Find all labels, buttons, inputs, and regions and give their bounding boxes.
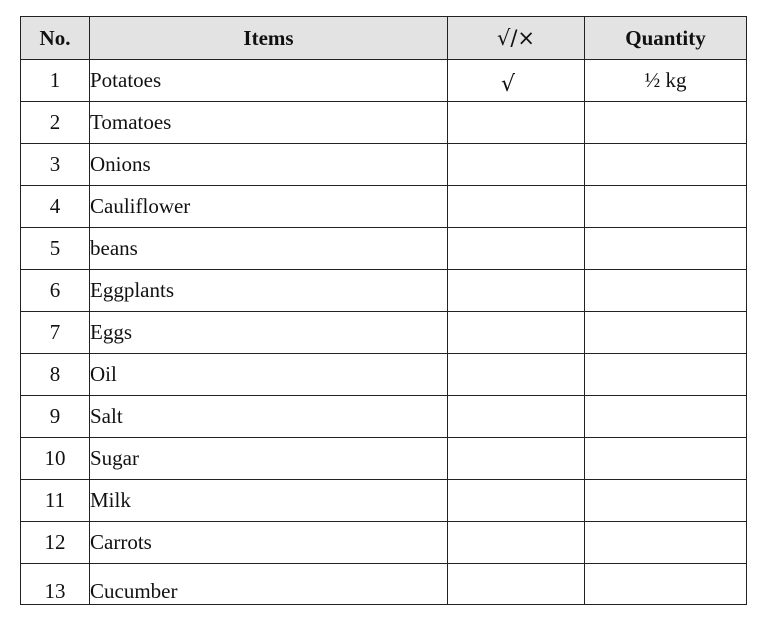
- quantity-cell: [585, 438, 747, 480]
- quantity-cell: [585, 354, 747, 396]
- check-cell: [448, 102, 585, 144]
- check-cell: [448, 564, 585, 605]
- header-items: Items: [90, 17, 448, 60]
- check-cell: [448, 312, 585, 354]
- row-number-cell: 5: [21, 228, 90, 270]
- row-number-cell: 1: [21, 60, 90, 102]
- item-name-cell: Milk: [90, 480, 448, 522]
- row-number-cell: 2: [21, 102, 90, 144]
- header-check-cross: [448, 17, 585, 60]
- table-row: [21, 60, 747, 102]
- table-row: [21, 228, 747, 270]
- row-number-cell: 3: [21, 144, 90, 186]
- quantity-cell: [585, 228, 747, 270]
- shopping-list-sheet: [20, 16, 746, 605]
- quantity-cell: [585, 396, 747, 438]
- check-cell: [448, 522, 585, 564]
- table-row: [21, 438, 747, 480]
- item-name-cell: Potatoes: [90, 60, 448, 102]
- quantity-cell: [585, 522, 747, 564]
- table-row: [21, 312, 747, 354]
- check-cell: [448, 396, 585, 438]
- table-row: [21, 186, 747, 228]
- item-name-cell: Cauliflower: [90, 186, 448, 228]
- check-cell: [448, 270, 585, 312]
- item-name-cell: Tomatoes: [90, 102, 448, 144]
- item-name-cell: Eggs: [90, 312, 448, 354]
- row-number-cell: 7: [21, 312, 90, 354]
- row-number-cell: 13: [21, 564, 90, 605]
- quantity-cell: [585, 312, 747, 354]
- table-row: [21, 480, 747, 522]
- row-number-cell: 9: [21, 396, 90, 438]
- row-number-cell: 12: [21, 522, 90, 564]
- check-cell: [448, 480, 585, 522]
- item-name-cell: Cucumber: [90, 564, 448, 605]
- row-number-cell: 10: [21, 438, 90, 480]
- table-header-row: [21, 17, 747, 60]
- item-name-cell: beans: [90, 228, 448, 270]
- table-row: [21, 564, 747, 605]
- item-name-cell: Salt: [90, 396, 448, 438]
- table-row: [21, 144, 747, 186]
- check-cell: [448, 354, 585, 396]
- check-cell: [448, 186, 585, 228]
- item-name-cell: Oil: [90, 354, 448, 396]
- table-row: [21, 270, 747, 312]
- quantity-cell: [585, 186, 747, 228]
- check-cell: [448, 60, 585, 102]
- row-number-cell: 8: [21, 354, 90, 396]
- table-row: [21, 102, 747, 144]
- header-quantity: Quantity: [585, 17, 747, 60]
- row-number-cell: 11: [21, 480, 90, 522]
- check-cell: [448, 438, 585, 480]
- row-number-cell: 6: [21, 270, 90, 312]
- check-cell: [448, 144, 585, 186]
- quantity-cell: [585, 270, 747, 312]
- quantity-cell: [585, 480, 747, 522]
- item-name-cell: Eggplants: [90, 270, 448, 312]
- item-name-cell: Sugar: [90, 438, 448, 480]
- item-name-cell: Carrots: [90, 522, 448, 564]
- item-name-cell: Onions: [90, 144, 448, 186]
- quantity-cell: [585, 144, 747, 186]
- table-row: [21, 396, 747, 438]
- row-number-cell: 4: [21, 186, 90, 228]
- quantity-cell: [585, 102, 747, 144]
- header-no: No.: [21, 17, 90, 60]
- table-row: [21, 354, 747, 396]
- check-cross-symbol: √/×: [496, 25, 536, 50]
- check-cell: [448, 228, 585, 270]
- shopping-list-table: [20, 16, 747, 605]
- quantity-cell: [585, 564, 747, 605]
- quantity-cell: ½ kg: [585, 60, 747, 102]
- check-mark: √: [500, 71, 516, 97]
- table-row: [21, 522, 747, 564]
